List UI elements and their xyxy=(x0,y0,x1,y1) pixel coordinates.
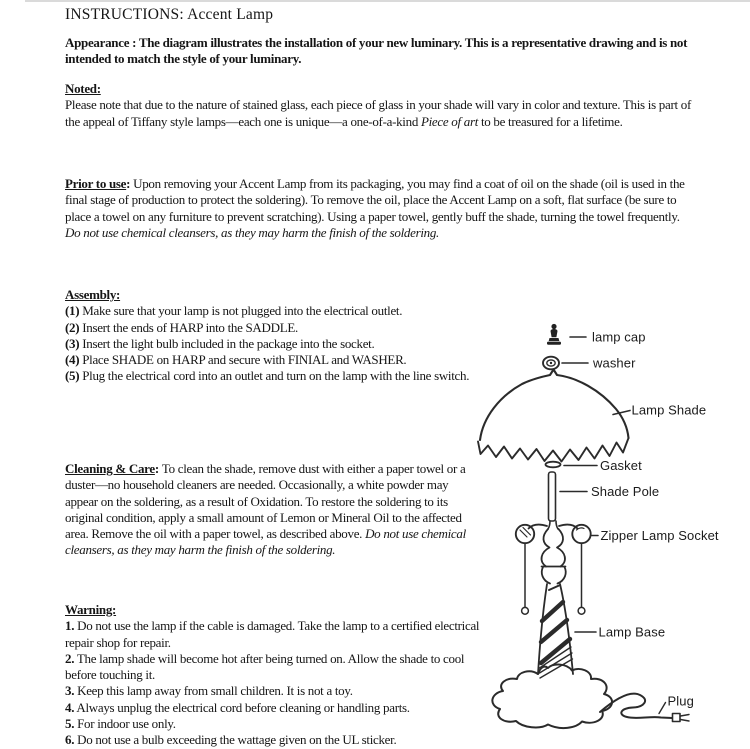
noted-italic-text: Piece of art xyxy=(420,113,479,129)
gasket-label: Gasket xyxy=(600,458,642,473)
assembly-step xyxy=(65,352,481,368)
step-text: Place SHADE on HARP and secure with FINIAL and WASHER. xyxy=(79,352,407,368)
warning-text: Do not use the lamp if the cable is damaged. Take the lamp to a certified electrical repair shop for repair. xyxy=(65,618,480,650)
warning-item xyxy=(65,700,481,716)
plug-leader-line xyxy=(659,703,666,714)
zipper-lamp-socket-drawing xyxy=(516,521,591,614)
assembly-step xyxy=(65,336,481,352)
washer-label: washer xyxy=(593,355,636,371)
step-number: (3) xyxy=(65,335,80,351)
plug-label: Plug xyxy=(667,693,694,709)
step-text: Make sure that your lamp is not plugged into the electrical outlet. xyxy=(79,303,403,319)
prior-heading: Prior to use xyxy=(65,176,127,191)
lamp-shade-label: Lamp Shade xyxy=(631,402,707,418)
prior-text: Upon removing your Accent Lamp from its packaging, you may find a coat of oil on the shade (oil is used in the final stage of production to protect the soldering). To remove the oil, place the Accent Lamp on a soft, flat surface (be sure to place a towel on any furniture to prevent scratching). Using a paper towel, gently buff the shade, turning the towel frequently. xyxy=(65,176,685,224)
gasket-drawing xyxy=(546,462,561,468)
lamp-base-label: Lamp Base xyxy=(598,624,666,640)
warning-number: 3. xyxy=(65,683,75,699)
section-assembly xyxy=(65,287,481,385)
warning-item xyxy=(65,716,481,732)
noted-text: Please note that due to the nature of stained glass, each piece of glass in your shade will vary in color and texture. This is part of the appeal of Tiffany style lamps—each one is unique—a one-of-a-kind xyxy=(65,97,691,129)
assembly-heading: Assembly: xyxy=(65,287,121,302)
noted-paragraph xyxy=(65,97,697,130)
assembly-step xyxy=(65,303,481,319)
warning-item xyxy=(65,683,481,699)
appearance-text: Appearance : The diagram illustrates the installation of your new luminary. This is a representative drawing and is not intended to match the style of your luminary. xyxy=(65,35,688,67)
section-warning xyxy=(65,602,481,749)
shade-pole-drawing xyxy=(549,472,556,521)
assembly-heading-line xyxy=(65,287,481,303)
warning-number: 4. xyxy=(65,699,75,715)
warning-item xyxy=(65,732,481,748)
warning-text: Do not use a bulb exceeding the wattage given on the UL sticker. xyxy=(74,732,397,748)
lamp-shade-leader-line xyxy=(613,411,630,415)
prior-colon: : xyxy=(126,176,134,191)
step-number: (4) xyxy=(65,352,80,368)
warning-item xyxy=(65,651,481,684)
scan-edge-artifact xyxy=(25,0,750,2)
warning-number: 1. xyxy=(65,618,75,634)
warning-heading-line xyxy=(65,602,481,618)
shade-pole-label: Shade Pole xyxy=(591,484,660,499)
prior-italic-text: Do not use chemical cleansers, as they may harm the finish of the soldering. xyxy=(65,224,439,240)
washer-drawing xyxy=(543,357,559,370)
lamp-cap-drawing xyxy=(547,324,561,345)
noted-heading-line xyxy=(65,81,697,97)
step-number: (2) xyxy=(65,319,80,335)
assembly-step xyxy=(65,368,481,384)
cleaning-italic-text: Do not use chemical cleansers, as they may harm the finish of the soldering. xyxy=(65,526,466,558)
section-cleaning-care xyxy=(65,461,481,559)
cleaning-colon: : xyxy=(154,461,162,476)
warning-text: Keep this lamp away from small children. It is not a toy. xyxy=(74,683,353,699)
step-text: Insert the ends of HARP into the SADDLE. xyxy=(79,319,298,335)
warning-number: 2. xyxy=(65,650,75,666)
section-prior-to-use xyxy=(65,176,697,241)
warning-item xyxy=(65,618,481,651)
warning-number: 5. xyxy=(65,716,75,732)
step-text: Plug the electrical cord into an outlet and turn on the lamp with the line switch. xyxy=(79,368,470,384)
warning-number: 6. xyxy=(65,732,75,748)
lamp-cap-label: lamp cap xyxy=(592,329,646,345)
noted-text-end: to be treasured for a lifetime. xyxy=(478,113,623,129)
warning-heading: Warning: xyxy=(65,602,117,617)
warning-text: The lamp shade will become hot after being turned on. Allow the shade to cool before touching it. xyxy=(65,650,465,683)
cleaning-heading: Cleaning & Care xyxy=(65,461,155,476)
step-number: (1) xyxy=(65,303,80,319)
lamp-shade-drawing xyxy=(478,370,629,462)
noted-heading: Noted: xyxy=(65,81,101,96)
cleaning-text: To clean the shade, remove dust with either a paper towel or a duster—no household cleaners are needed. Occasionally, a white powder may appear on the soldering, as a result of Oxidation. To restore the soldering to its original condition, apply a small amount of Lemon or Mineral Oil to the affected area. Remove the oil with a paper towel, as described above. xyxy=(65,461,466,542)
warning-text: Always unplug the electrical cord before cleaning or handling parts. xyxy=(74,699,410,715)
appearance-paragraph xyxy=(65,35,697,68)
step-number: (5) xyxy=(65,368,80,384)
lamp-parts-diagram xyxy=(470,310,750,749)
assembly-step xyxy=(65,320,481,336)
section-noted xyxy=(65,81,697,130)
step-text: Insert the light bulb included in the package into the socket. xyxy=(79,335,375,351)
warning-text: For indoor use only. xyxy=(74,716,176,732)
page-title: INSTRUCTIONS: Accent Lamp xyxy=(65,6,274,23)
lamp-base-foot-drawing xyxy=(492,664,612,728)
zipper-lamp-socket-label: Zipper Lamp Socket xyxy=(600,528,719,543)
